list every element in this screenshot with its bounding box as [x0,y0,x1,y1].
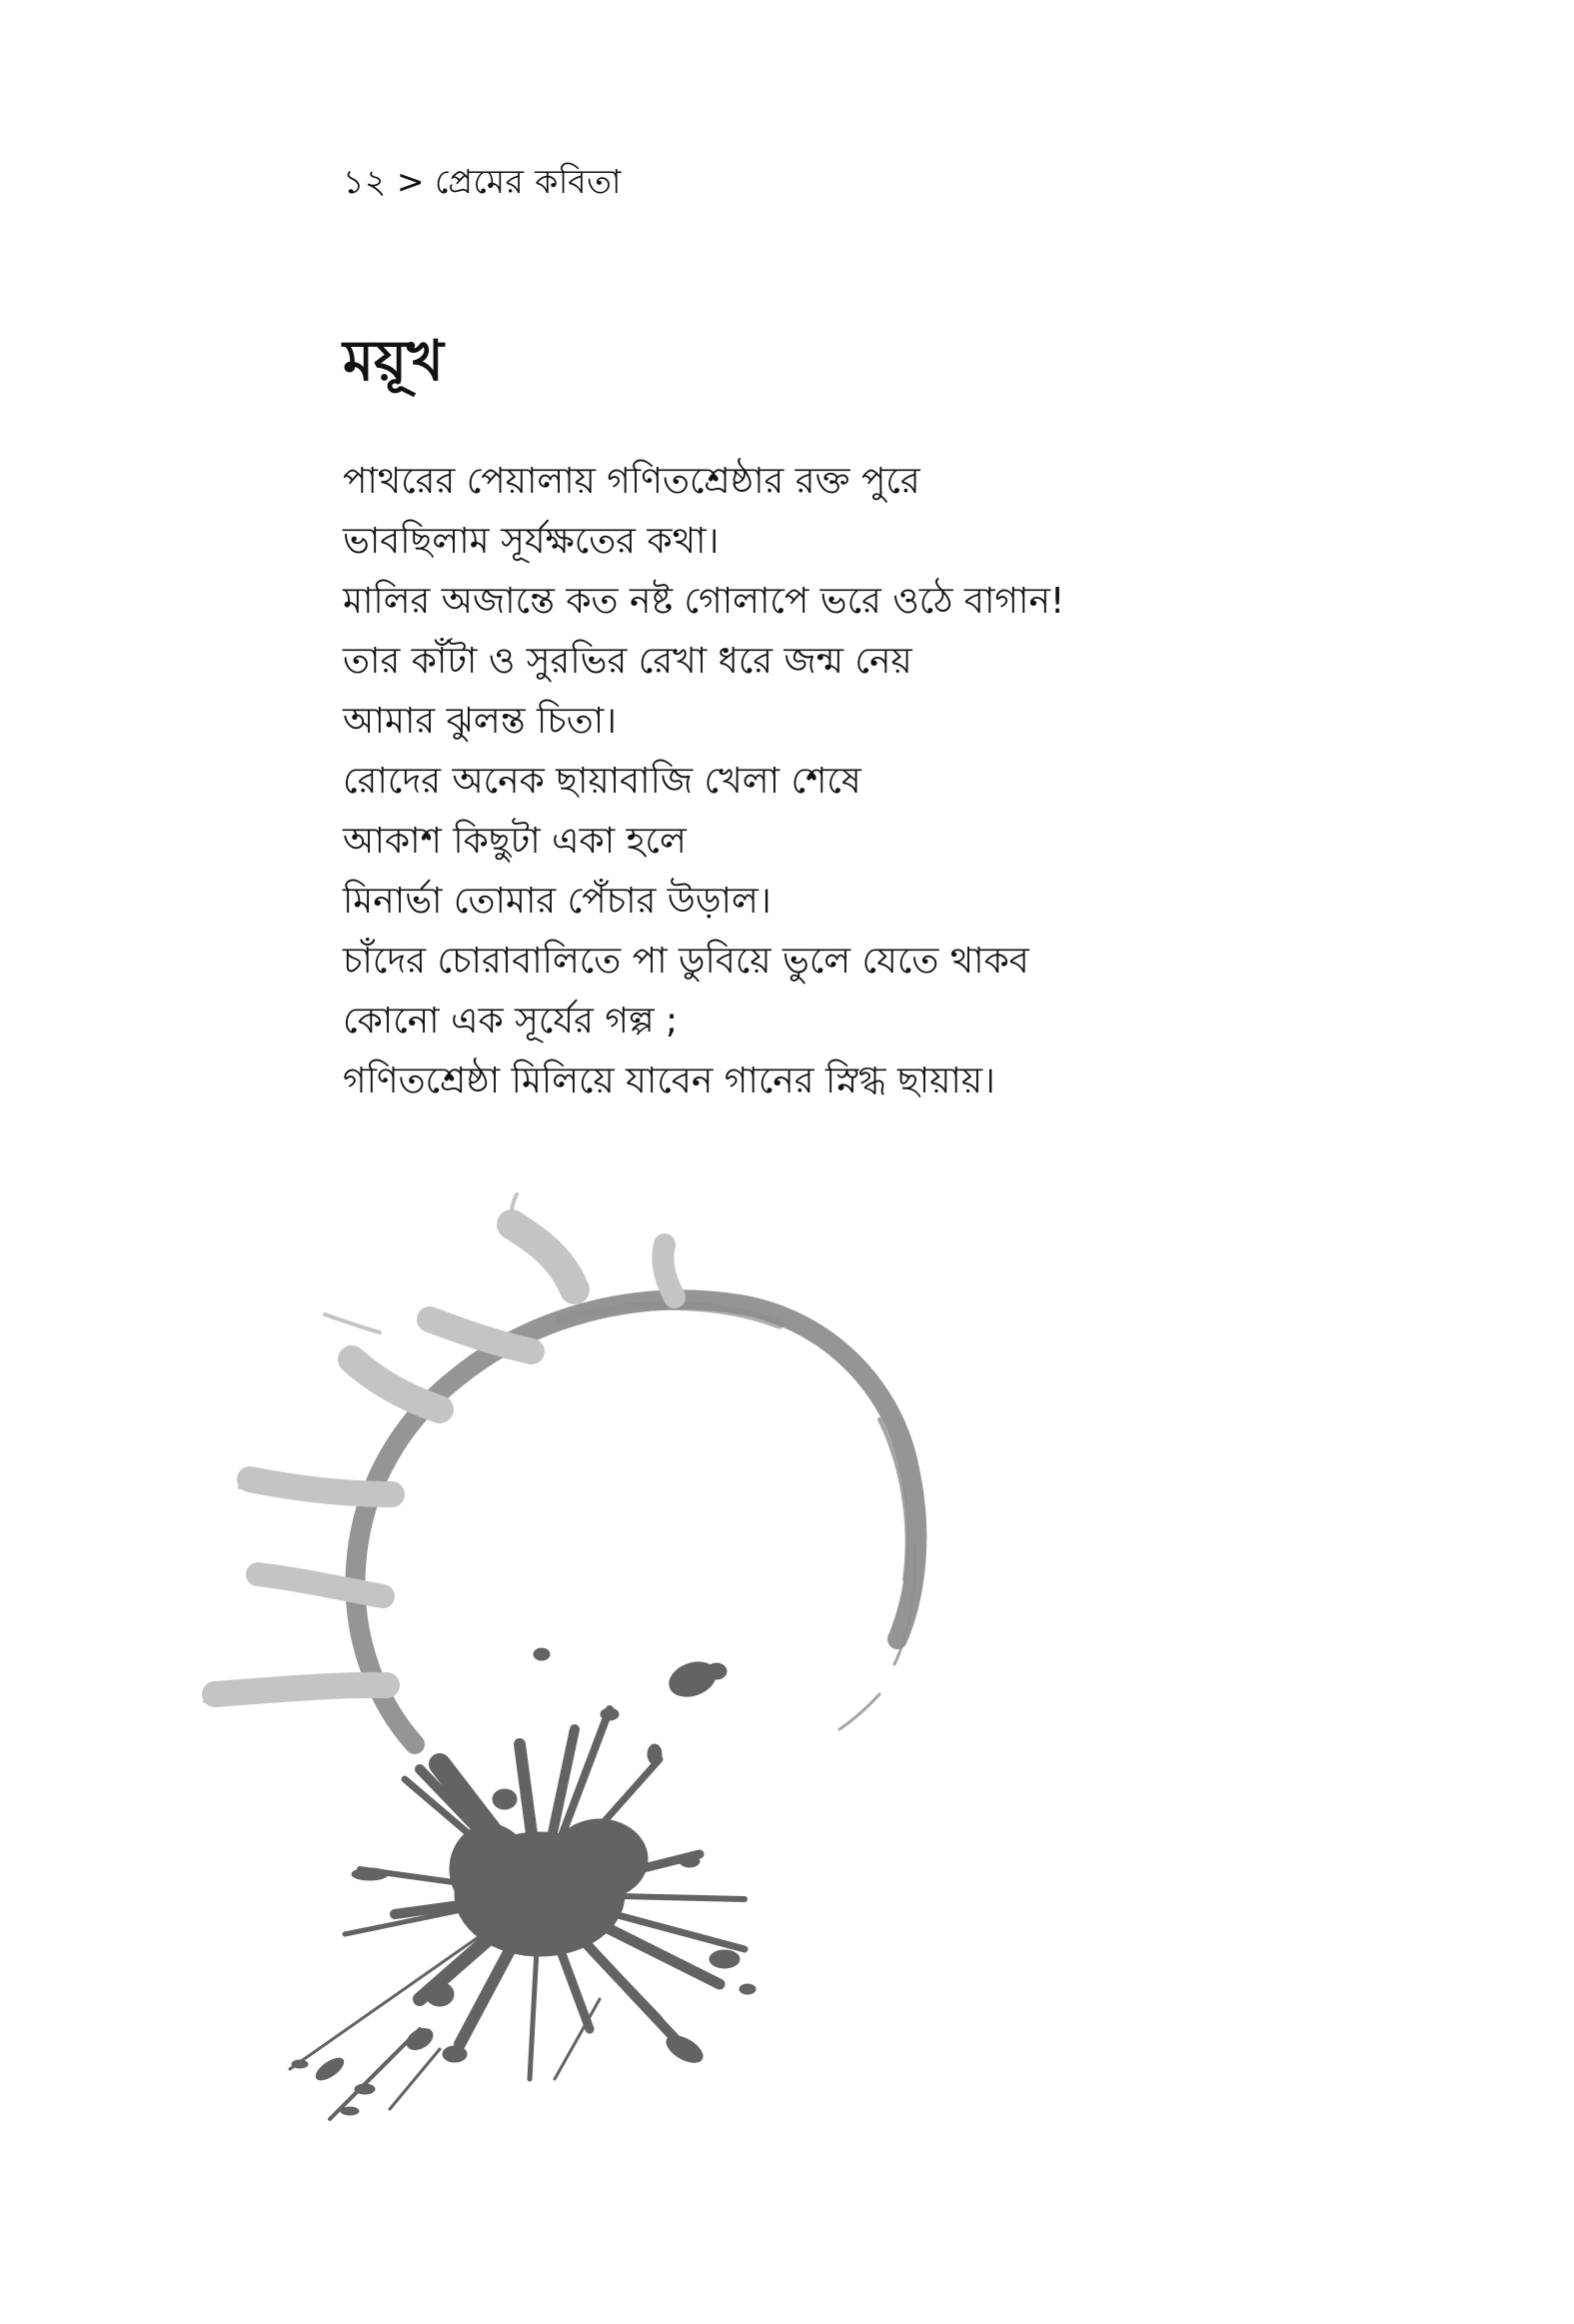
poem-line-8: মিনার্ভা তোমার পেঁচার উড়াল। [343,881,772,922]
poem-body [343,452,1342,1112]
book-title: প্রেমের কবিতা [435,162,623,201]
header-separator: > [396,162,426,201]
poem-line-1: পাথরের পেয়ালায় গণিতশ্রেষ্ঠার রক্ত পুরে [343,461,920,502]
poem-line-6: রোদের অনেক ছায়াবাজি খেলা শেষে [343,761,861,802]
poem-line-4: তার কাঁটা ও সুরভির রেখা ধরে জন্ম নেয় [343,641,912,682]
running-header [343,156,622,212]
ink-sun-illustration [195,1174,944,2134]
poem-line-2: ভাবছিলাম সূর্যক্ষতের কথা। [343,521,720,562]
poem-title: ময়ূখ [343,329,444,394]
poem-line-9: চাঁদের চোরাবালিতে পা ডুবিয়ে ভুলে যেতে থাকব [343,941,1029,982]
poem-line-3: মালির অজান্তে কত নষ্ট গোলাপে ভরে ওঠে বাগান! [343,581,1065,622]
poem-line-7: আকাশ কিছুটা একা হলে [343,821,687,862]
ink-burst [290,1648,756,2119]
poem-line-11: গণিতশ্রেষ্ঠা মিলিয়ে যাবেন গানের স্নিগ্ধ ছায়ায়। [343,1061,995,1102]
poem-line-5: আমার ঝুলন্ত চিতা। [343,701,618,742]
sun-rays [205,1194,675,1701]
poem-line-10: কোনো এক সূর্যের গল্প ; [343,1001,679,1042]
page-number: ১২ [343,162,387,201]
sun-arc [356,1299,917,1744]
